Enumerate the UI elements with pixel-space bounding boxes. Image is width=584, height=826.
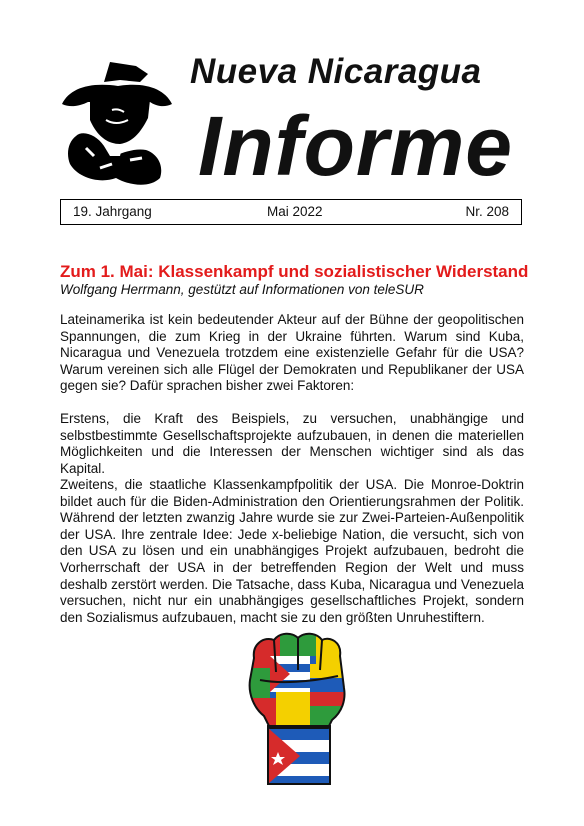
article-paragraph: Lateinamerika ist kein bedeutender Akteur auf der Bühne der geopolitischen Spannungen, die zum Krieg in der Ukraine führten. Warum sind Kuba, Nicaragua und Venezuela trotzdem eine existenzielle Gefahr für die USA? Warum vereinen sich alle Flügel der Demokraten und Republikaner der USA gegen sie? Dafür sprachen bisher zwei Faktoren: — [60, 312, 524, 394]
article-paragraph: Erstens, die Kraft des Beispiels, zu versuchen, unabhängige und selbstbestimmte Gesellschaftsprojekte aufzubauen, in denen die materiellen Möglichkeiten und die Interessen der Menschen wichtiger sind als das Kapital. — [60, 411, 524, 476]
article-paragraph: Zweitens, die staatliche Klassenkampfpolitik der USA. Die Monroe-Doktrin bildet auch für die Biden-Administration den Orientierungsrahmen der Politik. Während der letzten zwanzig Jahre wurde sie zur Zwei-Parteien-Außenpolitik der USA. Ihre zentrale Idee: Jede x-beliebige Nation, die versucht, sich von den USA zu lösen und ein unabhängiges Projekt aufzubauen, bedroht die Vorherrschaft der USA in der betreffenden Region der Welt und muss deshalb zerstört werden. Die Tatsache, dass Kuba, Nicaragua und Venezuela versuchen, nicht nur ein unabhängiges gesellschaftliches Projekt, sondern den Sozialismus aufzubauen, macht sie zu den größten Unruhestiftern. — [60, 477, 524, 625]
raised-fist-flags-icon — [240, 628, 352, 786]
issue-info-bar — [60, 199, 522, 225]
issue-number: Nr. 208 — [465, 204, 509, 219]
masthead-title: Informe — [198, 99, 514, 193]
sandino-silhouette-icon — [60, 60, 175, 190]
article-byline: Wolfgang Herrmann, gestützt auf Informationen von teleSUR — [60, 282, 424, 297]
masthead-subtitle: Nueva Nicaragua — [190, 52, 482, 91]
article-headline: Zum 1. Mai: Klassenkampf und sozialistischer Widerstand — [60, 262, 529, 281]
issue-date: Mai 2022 — [267, 204, 323, 219]
volume-label: 19. Jahrgang — [73, 204, 152, 219]
